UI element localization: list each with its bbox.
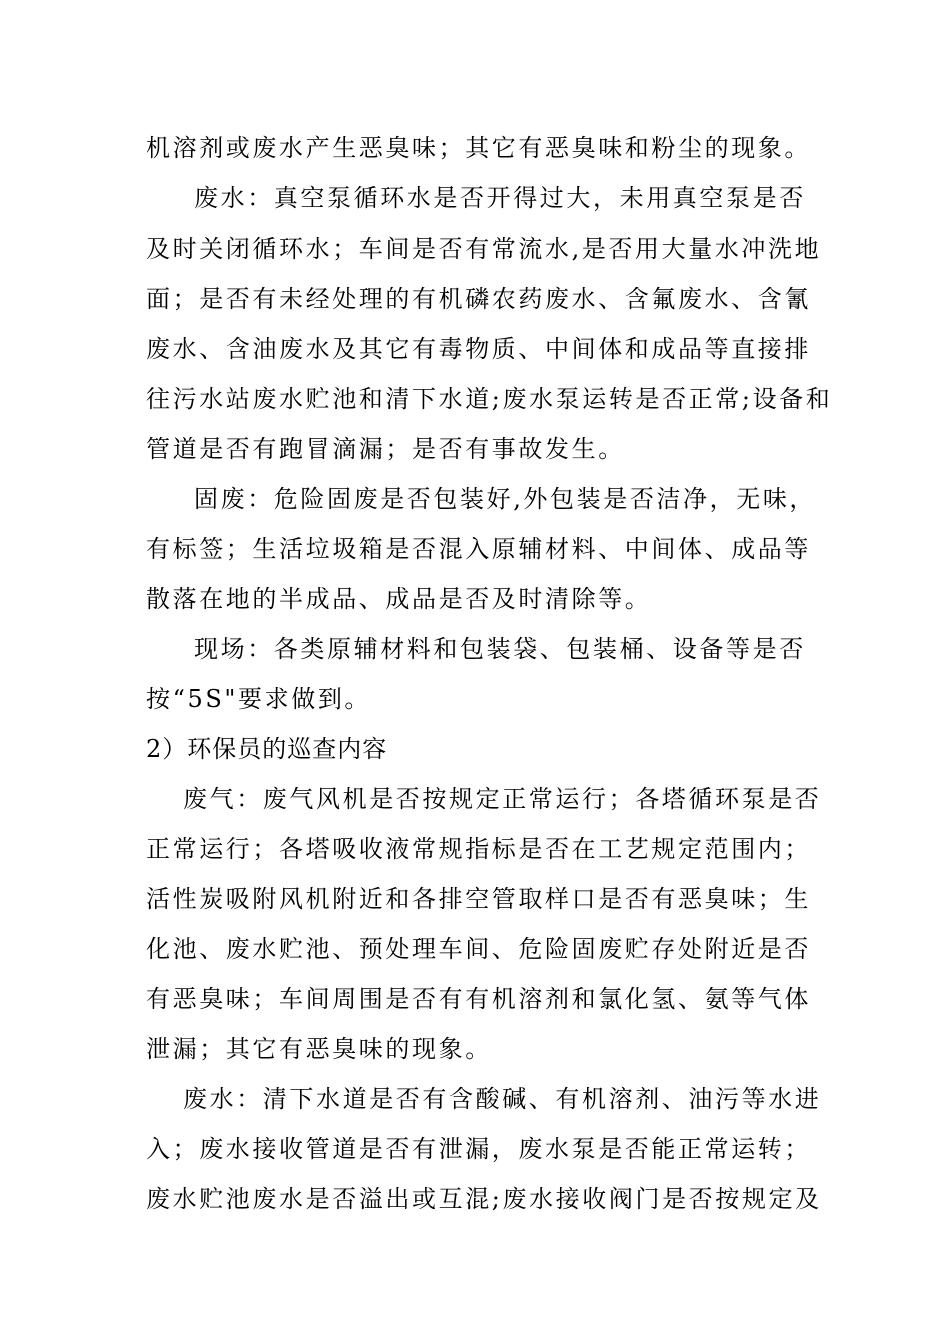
- text-line: 废水、含油废水及其它有毒物质、中间体和成品等直接排: [146, 335, 811, 363]
- text-line: 有恶臭味；车间周围是否有有机溶剂和氯化氢、氨等气体: [146, 985, 811, 1013]
- text-line: 散落在地的半成品、成品是否及时清除等。: [146, 585, 652, 613]
- text-line: 活性炭吸附风机附近和各排空管取样口是否有恶臭味；生: [146, 885, 811, 913]
- paragraph-solid-waste-start: 固废：危险固废是否包装好,外包装是否洁净，无味，: [194, 485, 817, 513]
- text-line: 化池、废水贮池、预处理车间、危险固废贮存处附近是否: [146, 935, 811, 963]
- paragraph-exhaust-gas-start: 废气：废气风机是否按规定正常运行；各塔循环泵是否: [183, 785, 822, 813]
- text-line: 废水贮池废水是否溢出或互混;废水接收阀门是否按规定及: [146, 1185, 822, 1213]
- text-line: 按“5S"要求做到。: [146, 685, 372, 713]
- text-line: 机溶剂或废水产生恶臭味；其它有恶臭味和粉尘的现象。: [146, 134, 811, 162]
- text-line: 面；是否有未经处理的有机磷农药废水、含氟废水、含氰: [146, 285, 811, 313]
- paragraph-site-start: 现场：各类原辅材料和包装袋、包装桶、设备等是否: [194, 635, 806, 663]
- paragraph-wastewater-start: 废水：真空泵循环水是否开得过大，未用真空泵是否: [194, 184, 806, 212]
- text-line: 入；废水接收管道是否有泄漏，废水泵是否能正常运转；: [146, 1135, 811, 1163]
- section-heading: 2）环保员的巡查内容: [146, 735, 388, 763]
- text-line: 及时关闭循环水；车间是否有常流水,是否用大量水冲洗地: [146, 235, 822, 263]
- text-line: 正常运行；各塔吸收液常规指标是否在工艺规定范围内；: [146, 835, 811, 863]
- paragraph-wastewater-2-start: 废水：清下水道是否有含酸碱、有机溶剂、油污等水进: [183, 1085, 822, 1113]
- text-line: 泄漏；其它有恶臭味的现象。: [146, 1035, 492, 1063]
- text-line: 有标签；生活垃圾箱是否混入原辅材料、中间体、成品等: [146, 535, 811, 563]
- text-line: 往污水站废水贮池和清下水道;废水泵运转是否正常;设备和: [146, 385, 833, 413]
- text-line: 管道是否有跑冒滴漏；是否有事故发生。: [146, 435, 625, 463]
